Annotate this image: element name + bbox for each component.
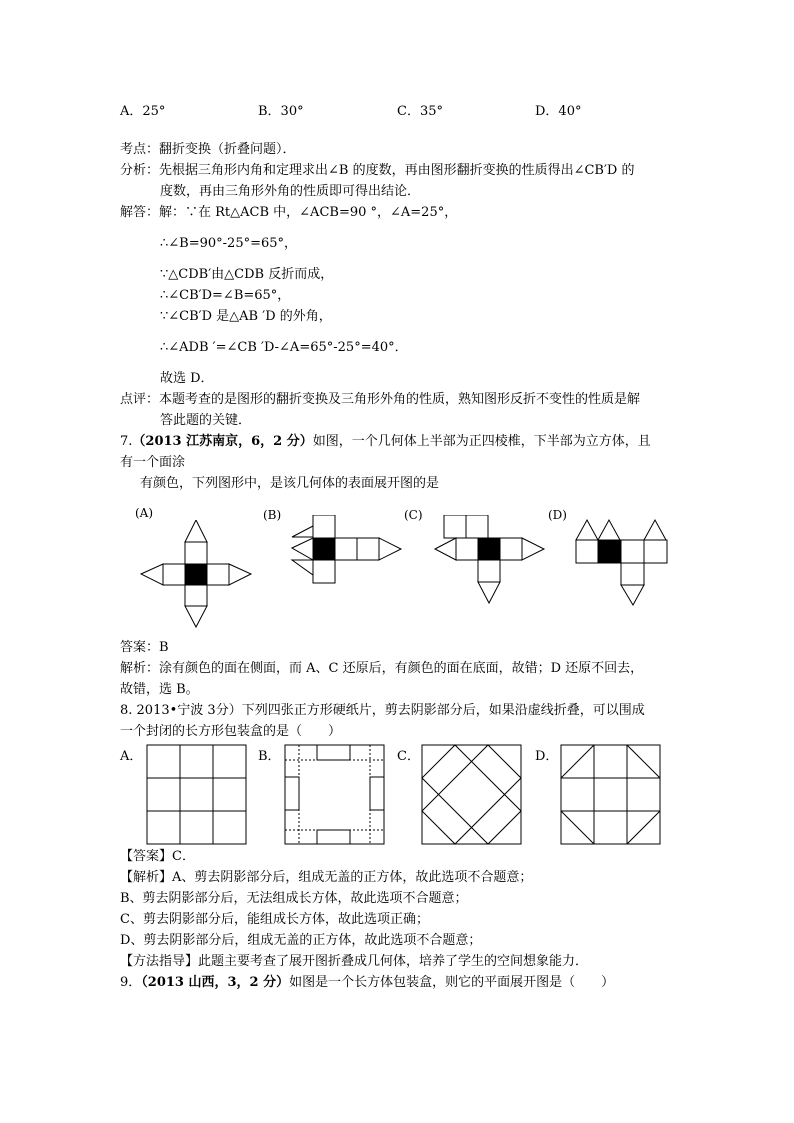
q7-line-2: 有一个面涂 <box>120 455 186 470</box>
q7-fig-label-b: (B) <box>263 508 282 522</box>
q8-figure-c <box>421 744 523 846</box>
q8-answer: 【答案】C． <box>120 849 195 864</box>
fenxi-line-2: 度数，再由三角形外角的性质即可得出结论． <box>160 184 421 199</box>
option-c: C．35° <box>397 104 443 119</box>
q7-fig-label-d: (D) <box>548 508 567 522</box>
q8-jiexi-a: 【解析】A、剪去阴影部分后，组成无盖的正方体，故此选项不合题意； <box>120 870 533 885</box>
solution-step-5: ∴∠ADB ′=∠CB ′D-∠A=65°-25°=40°． <box>160 340 408 355</box>
q8-figure-b <box>284 744 386 846</box>
fenxi-line-1: 分析：先根据三角形内角和定理求出∠B 的度数，再由图形翻折变换的性质得出∠CB′D 的 <box>120 163 635 178</box>
q8-fig-label-d: D． <box>535 749 559 764</box>
jieda: 解答：解：∵在 Rt△ACB 中，∠ACB=90 °，∠A=25°， <box>120 205 458 220</box>
q7-net-a <box>140 520 255 630</box>
q8-line-2: 一个封闭的长方形包装盒的是（ ） <box>120 724 342 739</box>
q8-jiexi-b: B、剪去阴影部分后，无法组成长方体，故此选项不合题意； <box>120 891 468 906</box>
option-a: A．25° <box>120 104 166 119</box>
q7-answer: 答案：B <box>120 640 169 655</box>
q8-jiexi-c: C、剪去阴影部分后，能组成长方体，故此选项正确； <box>120 912 429 927</box>
solution-step-4: ∵∠CB′D 是△AB ′D 的外角， <box>160 309 332 324</box>
q8-figure-d <box>560 744 662 846</box>
kaodian: 考点：翻折变换（折叠问题）． <box>120 142 296 157</box>
q7-net-b <box>290 515 405 587</box>
q8-fig-label-c: C． <box>397 749 420 764</box>
q8-figure-a <box>146 744 248 846</box>
q7-line-3: 有颜色，下列图形中，是该几何体的表面展开图的是 <box>140 476 440 491</box>
q8-jiexi-d: D、剪去阴影部分后，组成无盖的正方体，故此选项不合题意； <box>120 933 482 948</box>
q8-fig-label-b: B． <box>258 749 281 764</box>
q7-jiexi-2: 故错，选 B。 <box>120 682 199 697</box>
dianping-line-1: 点评：本题考查的是图形的翻折变换及三角形外角的性质，熟知图形反折不变性的性质是解 <box>120 392 641 407</box>
dianping-line-2: 答此题的关键． <box>160 413 252 428</box>
solution-step-3: ∴∠CB′D=∠B=65°， <box>160 288 291 303</box>
q7-fig-label-c: (C) <box>404 508 423 522</box>
solution-step-1: ∴∠B=90°-25°=65°， <box>160 236 298 251</box>
q8-fig-label-a: A． <box>120 749 143 764</box>
q8-method: 【方法指导】此题主要考查了展开图折叠成几何体，培养了学生的空间想象能力． <box>120 954 589 969</box>
solution-step-6: 故选 D． <box>160 371 214 386</box>
q9-line: 9．（2013 山西，3，2 分）如图是一个长方体包装盒，则它的平面展开图是（ ） <box>120 975 615 990</box>
q7-fig-label-a: (A) <box>135 506 154 520</box>
option-b: B．30° <box>258 104 304 119</box>
q7-net-c <box>433 515 548 607</box>
option-d: D．40° <box>535 104 582 119</box>
q7-jiexi-1: 解析：涂有颜色的面在侧面，而 A、C 还原后，有颜色的面在底面，故错；D 还原不回去， <box>120 661 644 676</box>
q7-net-d <box>575 518 675 608</box>
q8-line-1: 8. 2013•宁波 3分）下列四张正方形硬纸片，剪去阴影部分后，如果沿虚线折叠，可以围成 <box>120 703 645 718</box>
solution-step-2: ∵△CDB′由△CDB 反折而成， <box>160 267 334 282</box>
q7-line-1: 7.（2013 江苏南京，6，2 分）如图，一个几何体上半部为正四棱椎，下半部为立方体，且 <box>120 434 651 449</box>
